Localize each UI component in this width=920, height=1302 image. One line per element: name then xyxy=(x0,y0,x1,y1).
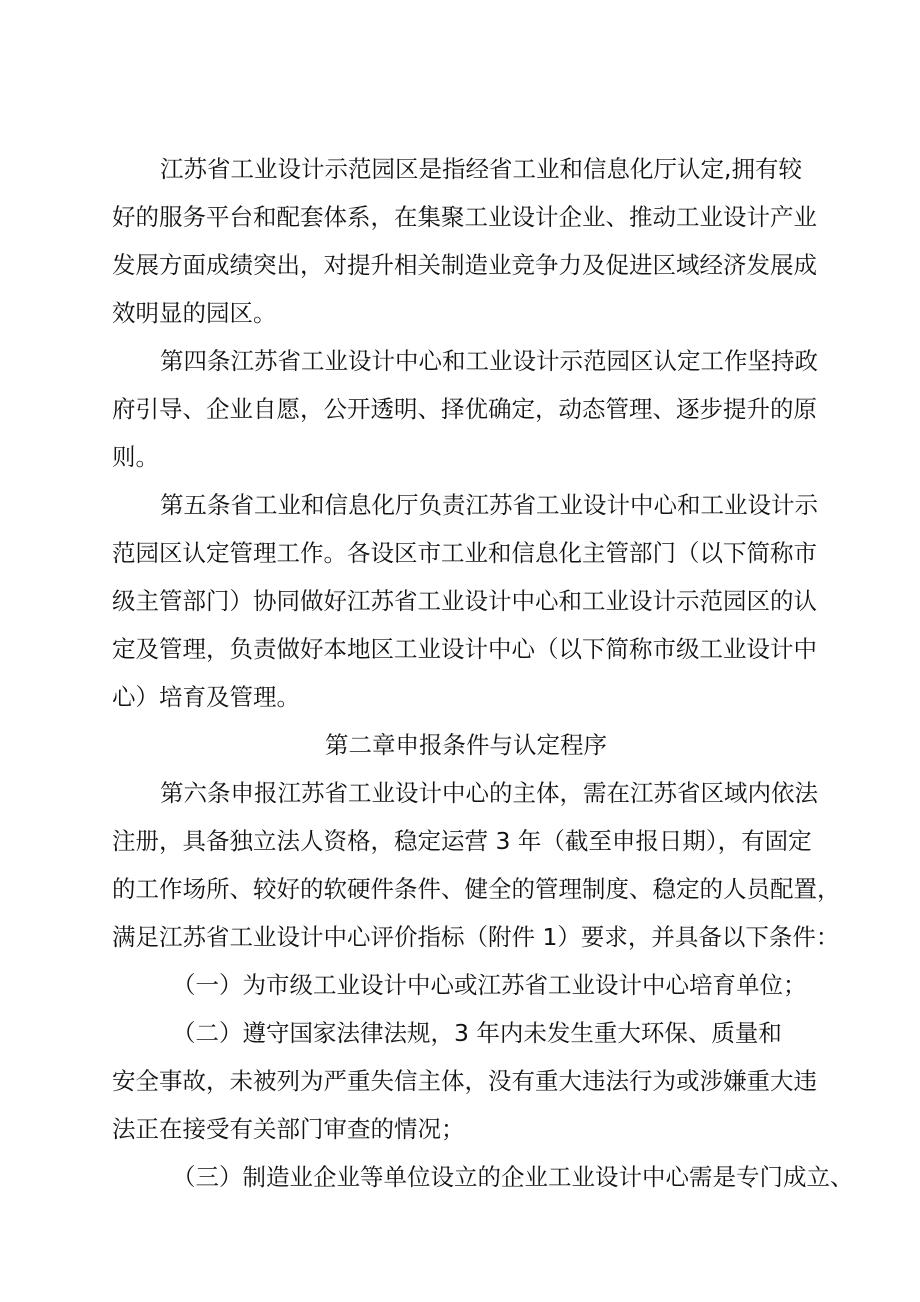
article-4-line: 第四条江苏省工业设计中心和工业设计示范园区认定工作坚持政 xyxy=(160,347,818,375)
paragraph-line: 效明显的园区。 xyxy=(112,299,277,327)
paragraph-line: 心）培育及管理。 xyxy=(112,683,300,711)
paragraph-line: 范园区认定管理工作。各设区市工业和信息化主管部门（以下简称市 xyxy=(112,539,817,567)
paragraph-line: 江苏省工业设计示范园区是指经省工业和信息化厅认定,拥有较 xyxy=(160,155,802,183)
paragraph-line: 发展方面成绩突出，对提升相关制造业竞争力及促进区域经济发展成 xyxy=(112,251,817,279)
chapter-heading: 第二章申报条件与认定程序 xyxy=(325,731,607,759)
paragraph-line: 满足江苏省工业设计中心评价指标（附件 1）要求，并具备以下条件： xyxy=(112,923,840,951)
paragraph-line: 的工作场所、较好的软硬件条件、健全的管理制度、稳定的人员配置， xyxy=(112,875,841,903)
paragraph-line: 注册，具备独立法人资格，稳定运营 3 年（截至申报日期），有固定 xyxy=(112,827,812,855)
paragraph-line: 则。 xyxy=(112,443,159,471)
list-item: （一）为市级工业设计中心或江苏省工业设计中心培育单位； xyxy=(172,971,807,999)
paragraph-line: 安全事故，未被列为严重失信主体，没有重大违法行为或涉嫌重大违 xyxy=(112,1067,817,1095)
paragraph-line: 法正在接受有关部门审查的情况； xyxy=(112,1115,465,1143)
paragraph-line: 府引导、企业自愿，公开透明、择优确定，动态管理、逐步提升的原 xyxy=(112,395,817,423)
article-6-line: 第六条申报江苏省工业设计中心的主体，需在江苏省区域内依法 xyxy=(160,779,818,807)
paragraph-line: 级主管部门）协同做好江苏省工业设计中心和工业设计示范园区的认 xyxy=(112,587,817,615)
paragraph-line: 好的服务平台和配套体系，在集聚工业设计企业、推动工业设计产业 xyxy=(112,203,817,231)
list-item: （三）制造业企业等单位设立的企业工业设计中心需是专门成立、 xyxy=(172,1163,854,1191)
paragraph-line: 定及管理，负责做好本地区工业设计中心（以下简称市级工业设计中 xyxy=(112,635,817,663)
list-item: （二）遵守国家法律法规，3 年内未发生重大环保、质量和 xyxy=(172,1019,782,1047)
article-5-line: 第五条省工业和信息化厅负责江苏省工业设计中心和工业设计示 xyxy=(160,491,818,519)
